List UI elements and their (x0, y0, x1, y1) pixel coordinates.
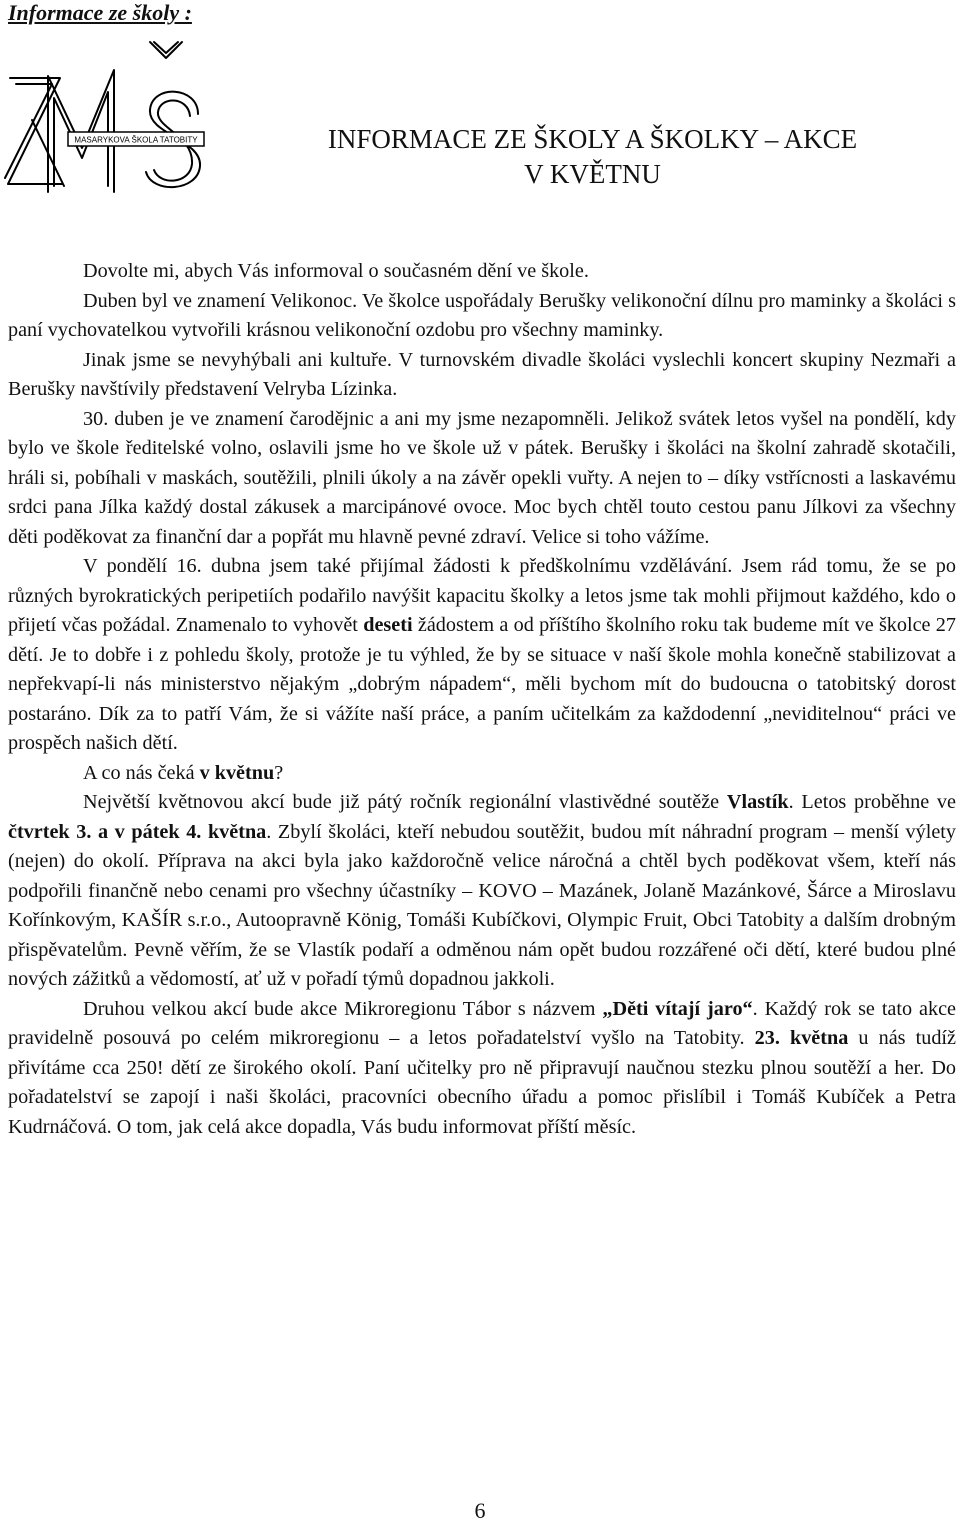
paragraph-text: . Letos proběhne ve (788, 791, 956, 813)
article-paragraph (8, 759, 956, 789)
bold-text: deseti (363, 614, 413, 636)
article-paragraph (8, 552, 956, 759)
paragraph-text: ? (274, 761, 284, 784)
logo-banner-text: MASARYKOVA ŠKOLA TATOBITY (74, 135, 198, 145)
paragraph-text: . Zbylí školáci, kteří nebudou soutěžit, budou mít náhradní program – menší výlety (nejen) do okolí. Příprava na akci byla jako každoročně velice náročná a chtěl bych poděkovat všem, kteří nás podpořili finančně nebo cenami pro všechny účastníky – KOVO – Mazánek, Jolaně Mazánkové, Šárce a Miroslavu Kořínkovým, KAŠÍR s.r.o., Autoopravně König, Tomáši Kubíčkovi, Olympic Fruit, Obci Tatobity a dalším drobným přispěvatelům. Pevně věřím, že se Vlastík podaří a odměnou nám opět budou rozzářené oči dětí, které budou plné nových zážitků a vědomostí, ať už v pořadí týmů dopadnou jakkoli. (8, 820, 956, 990)
article-paragraph (8, 346, 956, 405)
paragraph-text: žádostem a od příštího školního roku tak budeme mít ve školce 27 dětí. Je to dobře i z pohledu školy, protože je tu výhled, že by se situace v naší škole mohla konečně stabilizovat a nepřekvapí-li nás ministerstvo nějakým „dobrým nápadem“, měli bychom mít do budoucna o tatobitský dorost postaráno. Dík za to patří Vám, že si vážíte naší práce, a paním učitelkám za každodenní „neviditelnou“ práci ve prospěch našich dětí. (8, 614, 956, 754)
article-title (260, 122, 925, 192)
article-paragraph (8, 257, 956, 287)
paragraph-text: Duben byl ve znamení Velikonoc. Ve školce uspořádaly Berušky velikonoční dílnu pro maminky a školáci s paní vychovatelkou vytvořili krásnou velikonoční ozdobu pro všechny maminky. (8, 289, 956, 341)
article-title-line2: V KVĚTNU (524, 159, 661, 189)
paragraph-text: Dovolte mi, abych Vás informoval o současném dění ve škole. (83, 260, 589, 282)
bold-text: 23. května (754, 1027, 849, 1049)
paragraph-text: V pondělí 16. dubna jsem také přijímal žádosti k předškolnímu vzdělávání. Jsem rád tomu, že se po různých byrokratických peripetiích podařilo navýšit kapacitu školky a letos jsme tak mohli přijmout každého, kdo o přijetí včas požádal. Znamenalo to vyhovět (8, 555, 956, 636)
paragraph-text: A co nás čeká (83, 761, 200, 784)
article-paragraph (8, 788, 956, 995)
paragraph-text: u nás tudíž přivítáme cca 250! dětí ze širokého okolí. Paní učitelky pro ně připravují naučnou stezku plnou soutěží a her. Do pořadatelství se zapojí i naši školáci, pracovníci obecního úřadu a pomoc přislíbil i Tomáš Kubíček a Petra Kudrnáčová. O tom, jak celá akce dopadla, Vás budu informovat příští měsíc. (8, 1027, 957, 1138)
paragraph-text: 30. duben je ve znamení čarodějnic a ani my jsme nezapomněli. Jelikož svátek letos vyšel na pondělí, kdy bylo ve škole ředitelské volno, oslavili jsme ho ve škole už v pátek. Berušky i školáci na školní zahradě skotačili, hráli si, pobíhali v maskách, soutěžili, plnili úkoly a na závěr opekli vuřty. A nejen to – díky vstřícnosti a laskavému srdci pana Jílka každý dostal zákusek a marcipánové ovoce. Moc bych chtěl touto cestou panu Jílkovi za všechny děti poděkovat za finanční dar a popřát mu hlavně pevné zdraví. Velice si toho vážíme. (8, 407, 956, 548)
paragraph-text: Jinak jsme se nevyhýbali ani kultuře. V turnovském divadle školáci vyslechli koncert skupiny Nezmaři a Berušky navštívily představení Velryba Lízinka. (8, 348, 956, 400)
article-paragraph (8, 405, 956, 553)
bold-text: „Děti vítají jaro“ (602, 997, 753, 1020)
article-paragraph (8, 995, 956, 1143)
page-number: 6 (474, 1498, 486, 1523)
school-logo (2, 36, 217, 198)
section-heading: Informace ze školy : (8, 0, 192, 25)
article-title-line1: INFORMACE ZE ŠKOLY A ŠKOLKY – AKCE (327, 124, 858, 154)
bold-text: Vlastík (726, 791, 789, 813)
paragraph-text: Největší květnovou akcí bude již pátý ročník regionální vlastivědné soutěže (83, 791, 727, 813)
bold-text: čtvrtek 3. a v pátek 4. května (8, 820, 267, 843)
article-paragraph (8, 287, 956, 346)
paragraph-text: . Každý rok se tato akce pravidelně posouvá po celém mikroregionu – a letos pořadatelství vyšlo na Tatobity. (8, 997, 956, 1049)
paragraph-text: Druhou velkou akcí bude akce Mikroregionu Tábor s názvem (83, 997, 603, 1020)
article-body (8, 257, 956, 1142)
bold-text: v květnu (199, 761, 275, 784)
